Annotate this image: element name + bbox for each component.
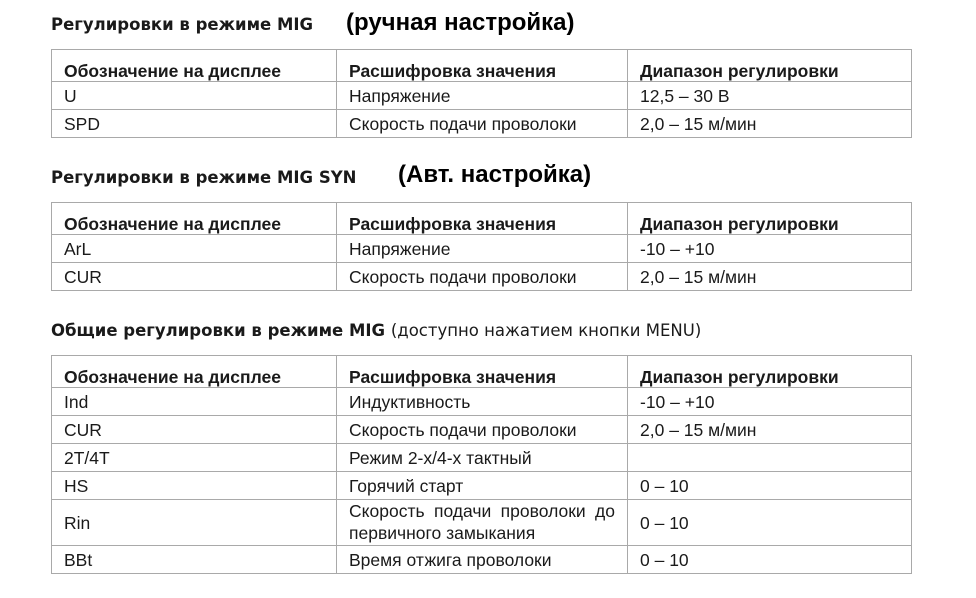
cell-symbol: HS	[52, 472, 337, 500]
header-adjust-range: Диапазон регулировки	[628, 50, 912, 82]
cell-meaning: Скорость подачи проволоки	[337, 263, 628, 291]
section-3-table	[51, 355, 912, 574]
cell-meaning: Напряжение	[337, 82, 628, 110]
table-row	[52, 416, 912, 444]
cell-meaning: Скорость подачи проволоки	[337, 416, 628, 444]
header-display-symbol: Обозначение на дисплее	[52, 356, 337, 388]
cell-meaning: Скорость подачи проволоки	[337, 110, 628, 138]
section-2-title	[51, 168, 356, 187]
cell-range: -10 – +10	[628, 388, 912, 416]
table-row	[52, 263, 912, 291]
table-row	[52, 388, 912, 416]
table-row	[52, 546, 912, 574]
cell-range: 2,0 – 15 м/мин	[628, 416, 912, 444]
cell-meaning: Напряжение	[337, 235, 628, 263]
section-3-title-note: (доступно нажатием кнопки MENU)	[390, 321, 702, 340]
table-header-row	[52, 356, 912, 388]
table-row	[52, 500, 912, 546]
cell-range: 0 – 10	[628, 546, 912, 574]
cell-meaning: Индуктивность	[337, 388, 628, 416]
table-row	[52, 444, 912, 472]
cell-range	[628, 444, 912, 472]
header-adjust-range: Диапазон регулировки	[628, 356, 912, 388]
cell-symbol: CUR	[52, 263, 337, 291]
cell-range: 2,0 – 15 м/мин	[628, 110, 912, 138]
header-display-symbol: Обозначение на дисплее	[52, 50, 337, 82]
table-row	[52, 82, 912, 110]
section-3-title-text: Общие регулировки в режиме MIG	[51, 321, 386, 340]
table-row	[52, 110, 912, 138]
cell-symbol: 2T/4T	[52, 444, 337, 472]
section-2-table	[51, 202, 912, 291]
header-adjust-range: Диапазон регулировки	[628, 203, 912, 235]
cell-range: 12,5 – 30 В	[628, 82, 912, 110]
cell-symbol: U	[52, 82, 337, 110]
table-header-row	[52, 50, 912, 82]
table-row	[52, 472, 912, 500]
cell-meaning: Режим 2-х/4-х тактный	[337, 444, 628, 472]
header-value-meaning: Расшифровка значения	[337, 50, 628, 82]
cell-meaning: Скорость подачи проволоки до первичного замыкания	[337, 500, 628, 546]
cell-range: 2,0 – 15 м/мин	[628, 263, 912, 291]
header-display-symbol: Обозначение на дисплее	[52, 203, 337, 235]
header-value-meaning: Расшифровка значения	[337, 356, 628, 388]
section-1-title	[51, 15, 313, 34]
cell-symbol: BBt	[52, 546, 337, 574]
section-3-title	[51, 321, 701, 340]
section-1-title-text: Регулировки в режиме MIG	[51, 15, 314, 34]
table-header-row	[52, 203, 912, 235]
cell-symbol: SPD	[52, 110, 337, 138]
cell-range: 0 – 10	[628, 472, 912, 500]
header-value-meaning: Расшифровка значения	[337, 203, 628, 235]
cell-symbol: Ind	[52, 388, 337, 416]
table-row	[52, 235, 912, 263]
cell-symbol: ArL	[52, 235, 337, 263]
cell-range: -10 – +10	[628, 235, 912, 263]
section-1-handwritten-note: (ручная настройка)	[346, 9, 575, 36]
section-2-title-text: Регулировки в режиме MIG SYN	[51, 168, 357, 187]
cell-meaning: Горячий старт	[337, 472, 628, 500]
cell-symbol: CUR	[52, 416, 337, 444]
section-2-handwritten-note: (Авт. настройка)	[398, 161, 592, 188]
cell-meaning: Время отжига проволоки	[337, 546, 628, 574]
section-1-table	[51, 49, 912, 138]
cell-symbol: Rin	[52, 500, 337, 546]
cell-range: 0 – 10	[628, 500, 912, 546]
